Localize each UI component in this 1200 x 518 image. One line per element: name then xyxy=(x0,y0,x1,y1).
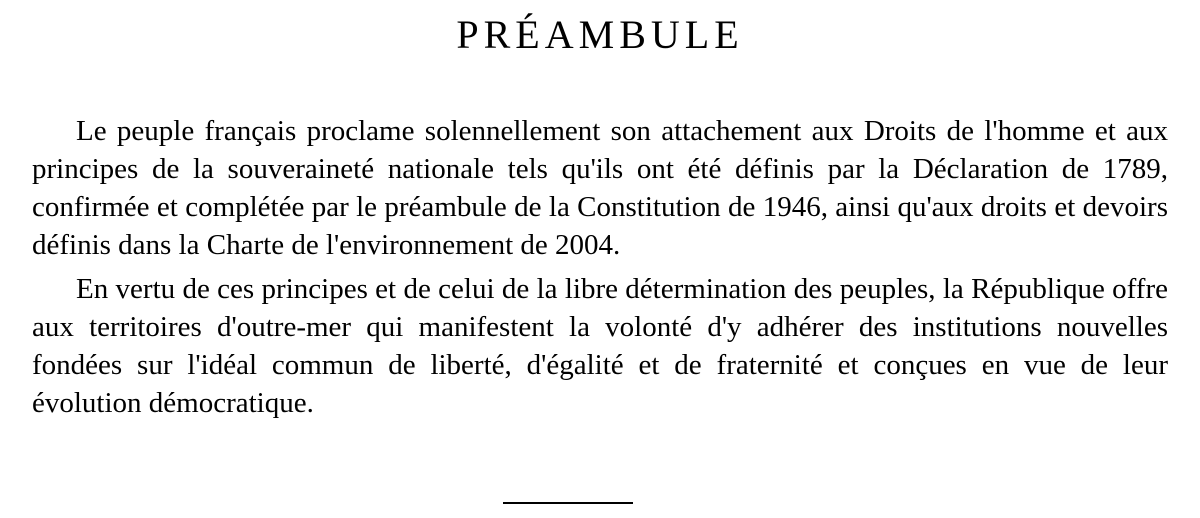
document-page xyxy=(32,0,1168,518)
page-title: PRÉAMBULE xyxy=(456,12,744,57)
section-separator xyxy=(503,502,633,504)
document-body xyxy=(32,112,1168,428)
paragraph-1: Le peuple français proclame solennellement son attachement aux Droits de l'homme et aux principes de la souveraineté nationale tels qu'ils ont été définis par la Déclaration de 1789, confirmée et complétée par le préambule de la Constitution de 1946, ainsi qu'aux droits et devoirs définis dans la Charte de l'environnement de 2004. xyxy=(32,115,1168,261)
paragraph-2: En vertu de ces principes et de celui de la libre détermination des peuples, la République offre aux territoires d'outre-mer qui manifestent la volonté d'y adhérer des institutions nouvelles fondées sur l'idéal commun de liberté, d'égalité et de fraternité et conçues en vue de leur évolution démocratique. xyxy=(32,273,1168,419)
